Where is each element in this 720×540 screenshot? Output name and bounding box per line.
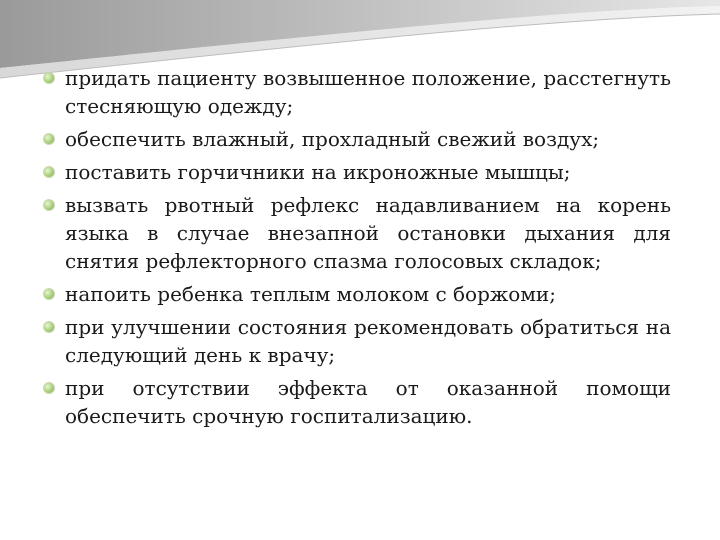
bullet-text: поставить горчичники на икроножные мышцы; — [65, 160, 571, 184]
bullet-item-2 — [43, 125, 671, 153]
bullet-text: при улучшении состояния рекомендовать обратиться на следующий день к врачу; — [65, 315, 671, 367]
bullet-item-4 — [43, 191, 671, 275]
bullet-text: при отсутствии эффекта от оказанной помощи обеспечить срочную госпитализацию. — [65, 376, 671, 428]
bullet-item-7 — [43, 374, 671, 430]
bullet-item-6 — [43, 313, 671, 369]
bullet-text: придать пациенту возвышенное положение, расстегнуть стесняющую одежду; — [65, 66, 671, 118]
bullet-icon — [43, 382, 55, 394]
bullet-icon — [43, 72, 55, 84]
bullet-item-5 — [43, 280, 671, 308]
bullet-item-1 — [43, 64, 671, 120]
bullet-item-3 — [43, 158, 671, 186]
bullet-text: обеспечить влажный, прохладный свежий воздух; — [65, 127, 600, 151]
bullet-icon — [43, 321, 55, 333]
bullet-list — [43, 64, 671, 430]
bullet-icon — [43, 166, 55, 178]
bullet-text: вызвать рвотный рефлекс надавливанием на корень языка в случае внезапной остановки дыхания для снятия рефлекторного спазма голосовых складок; — [65, 193, 671, 273]
bullet-icon — [43, 133, 55, 145]
slide-body — [43, 64, 671, 433]
bullet-icon — [43, 288, 55, 300]
bullet-text: напоить ребенка теплым молоком с боржоми; — [65, 282, 556, 306]
bullet-icon — [43, 199, 55, 211]
